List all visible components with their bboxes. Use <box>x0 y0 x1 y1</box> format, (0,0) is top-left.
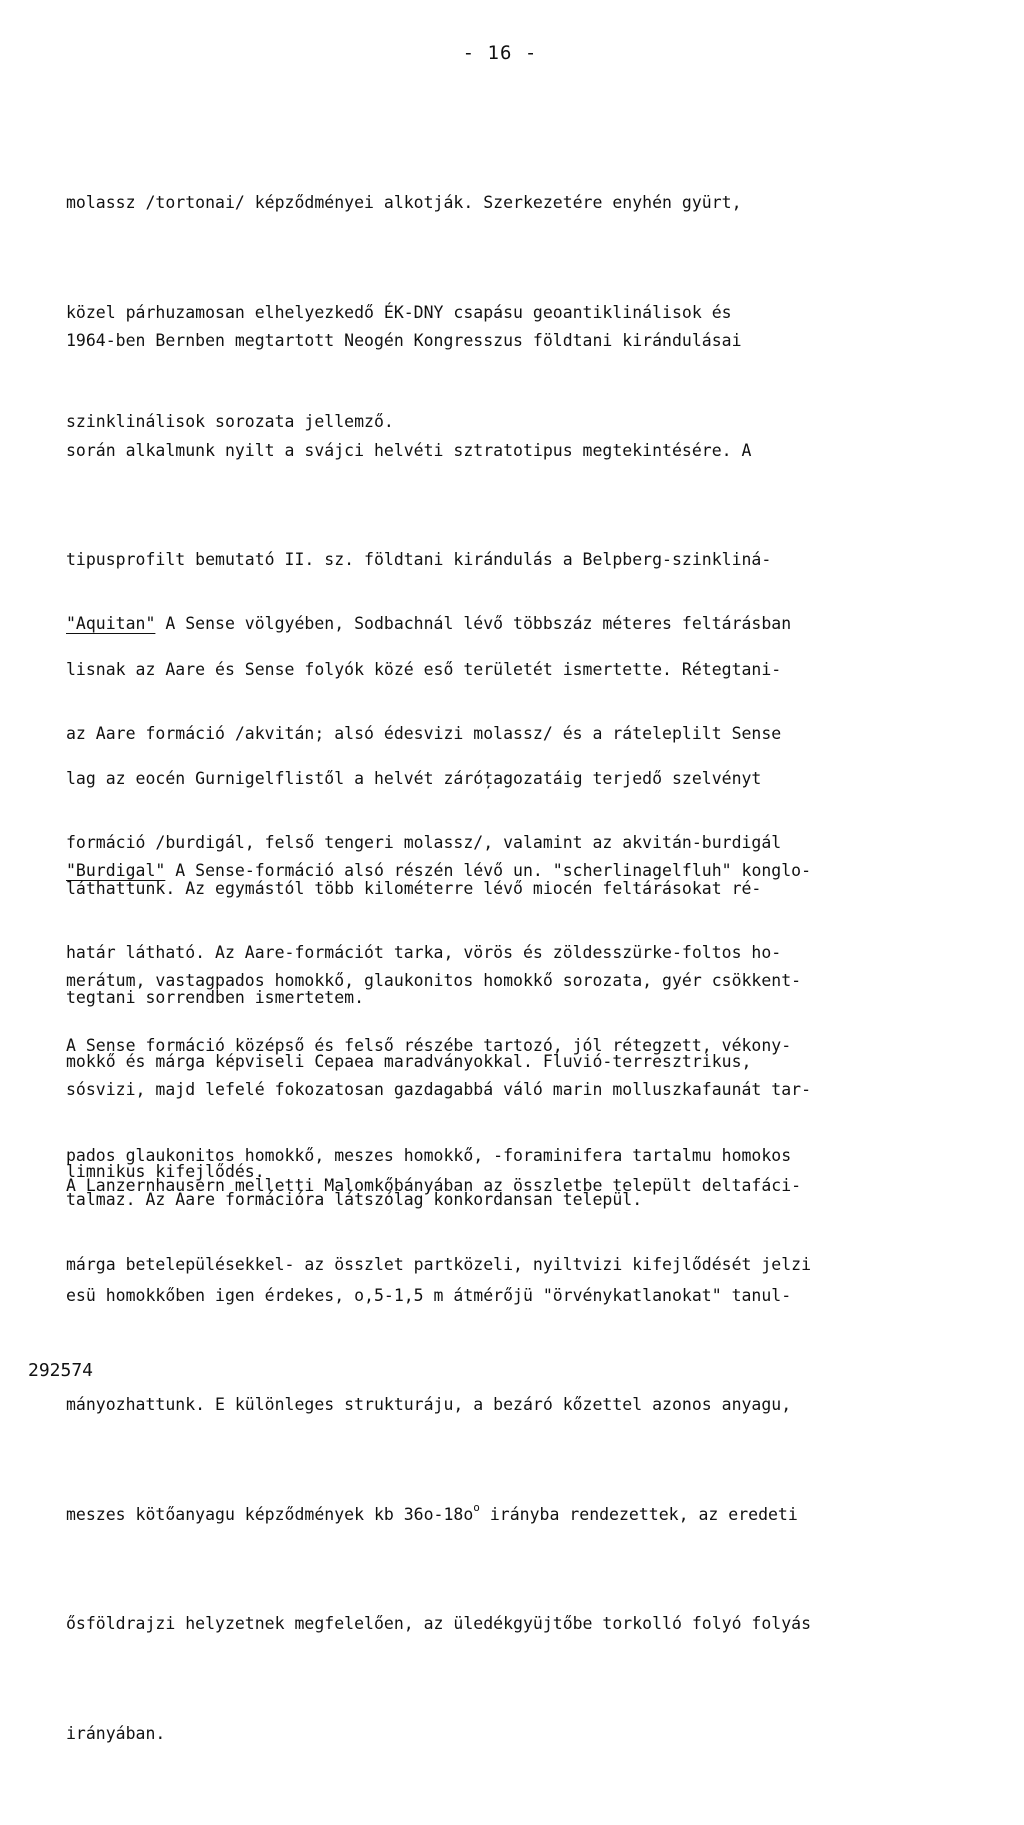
text-line: lisnak az Aare és Sense folyók közé eső területét ismertette. Rétegtani- <box>66 659 782 679</box>
text-line: merátum, vastagpados homokkő, glaukonitos homokkő sorozata, gyér csökkent- <box>66 970 802 990</box>
text-line: közel párhuzamosan elhelyezkedő ÉK-DNY csapásu geoantiklinálisok és <box>66 302 732 322</box>
text-line: márga betelepülésekkel- az összlet partközeli, nyiltvizi kifejlődését jelzi <box>66 1255 812 1274</box>
text-line: mokkő és márga képviseli Cepaea maradványokkal. Fluvió-terresztrikus, <box>66 1052 752 1071</box>
text-line: A Lanzernhausern melletti Malomkőbányában az összletbe települt deltafáci- <box>66 1176 802 1195</box>
text-line: ősföldrajzi helyzetnek megfelelően, az üledékgyüjtőbe torkolló folyó folyás <box>66 1614 812 1633</box>
section-heading-burdigal: "Burdigal" <box>66 861 166 880</box>
text-line-rest: A Sense völgyében, Sodbachnál lévő többszáz méteres feltárásban <box>155 614 792 633</box>
text-line: esü homokkőben igen érdekes, o,5-1,5 m átmérőjü "örvénykatlanokat" tanul- <box>66 1285 792 1305</box>
text-line-start: meszes kötőanyagu képződmények kb 36o-18o <box>66 1504 474 1524</box>
text-line: A Sense formáció középső és felső részébe tartozó, jól rétegzett, vékony- <box>66 1036 792 1055</box>
text-line: formáció /burdigál, felső tengeri molassz/, valamint az akvitán-burdigál <box>66 833 782 852</box>
text-line: tegtani sorrendben ismertetem. <box>66 988 365 1007</box>
text-line: 1964-ben Bernben megtartott Neogén Kongresszus földtani kirándulásai <box>66 331 742 350</box>
text-line-rest: A Sense-formáció alsó részén lévő un. "scherlinagelfluh" konglo- <box>165 861 812 880</box>
page-number: - 16 - <box>462 42 538 64</box>
text-line <box>66 606 946 643</box>
text-line: sósvizi, majd lefelé fokozatosan gazdagabbá váló marin molluszkafaunát tar- <box>66 1080 812 1099</box>
text-line: mányozhattunk. E különleges strukturáju, a bezáró kőzettel azonos anyagu, <box>66 1395 792 1414</box>
text-line <box>66 1497 946 1534</box>
text-line-end: irányba rendezettek, az eredeti <box>479 1504 798 1524</box>
text-line: az Aare formáció /akvitán; alsó édesvizi molassz/ és a ráteleplilt Sense <box>66 723 782 743</box>
text-line: láthattunk. Az egymástól több kilométerre lévő miocén feltárásokat ré- <box>66 878 762 898</box>
section-heading-aquitan: "Aquitan" <box>66 614 156 633</box>
text-line: határ látható. Az Aare-formációt tarka, vörös és zöldesszürke-foltos ho- <box>66 942 782 962</box>
paragraph-6 <box>66 1095 946 1825</box>
text-line: során alkalmunk nyilt a svájci helvéti sztratotipus megtekintésére. A <box>66 440 752 460</box>
text-line: szinklinálisok sorozata jellemző. <box>66 412 394 431</box>
text-line: lag az eocén Gurnigelflistől a helvét záróțagozatáig terjedő szelvényt <box>66 769 762 788</box>
text-line: limnikus kifejlődés. <box>66 1161 265 1181</box>
degree-sign: o <box>473 1500 480 1514</box>
text-line: talmaz. Az Aare formációra látszólag konkordansan települ. <box>66 1189 643 1209</box>
text-line: molassz /tortonai/ képződményei alkotják. Szerkezetére enyhén gyürt, <box>66 193 742 212</box>
text-line: pados glaukonitos homokkő, meszes homokkő, -foraminifera tartalmu homokos <box>66 1145 792 1165</box>
text-line: tipusprofilt bemutató II. sz. földtani kirándulás a Belpberg-szinkliná- <box>66 550 772 569</box>
text-line: irányában. <box>66 1723 166 1743</box>
text-line <box>66 853 946 890</box>
document-id-stamp: 292574 <box>28 1360 94 1381</box>
